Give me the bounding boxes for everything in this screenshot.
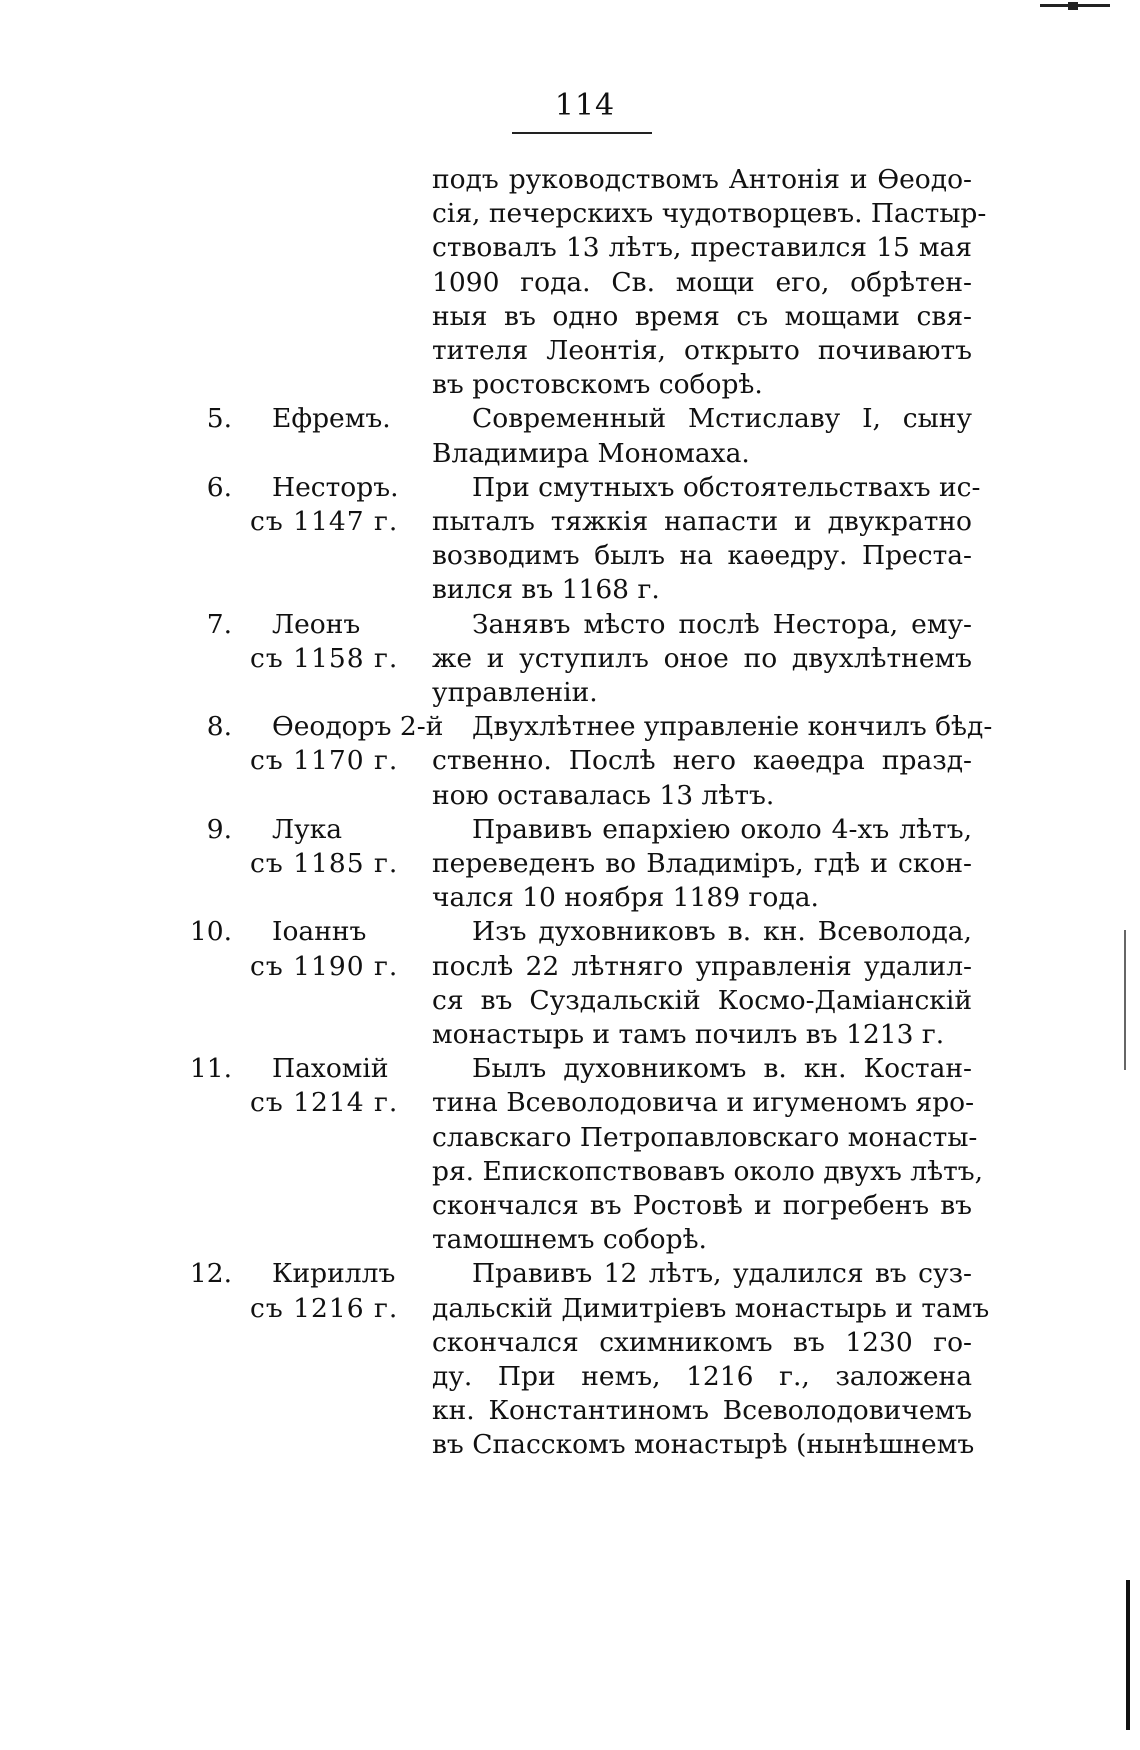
entry-number: 12. [189,1258,232,1290]
page-number: 114 [554,88,616,123]
text-line: тамошнемъ соборѣ. [432,1224,707,1256]
tenure-start: съ 1158 г. [250,642,399,674]
text-line: пыталъ тяжкія напасти и двукратно [432,506,972,537]
text-line: переведенъ во Владиміръ, гдѣ и скон- [432,848,972,879]
text-line: въ ростовскомъ соборѣ. [432,369,763,401]
entry-number: 10. [189,916,232,948]
bishop-name: Ефремъ. [272,403,391,435]
text-line: Современный Мстиславу I, сыну [472,403,972,435]
text-line: ду. При немъ, 1216 г., заложена [432,1361,972,1392]
text-line: кн. Константиномъ Всеволодовичемъ [432,1395,972,1427]
text-line: возводимъ былъ на каѳедру. Преста- [432,540,972,572]
text-line: монастырь и тамъ почилъ въ 1213 г. [432,1019,945,1050]
text-line: скончался въ Ростовѣ и погребенъ въ [432,1190,972,1221]
entry-number: 9. [206,813,232,845]
bishop-name: Кириллъ [272,1258,396,1290]
text-line: скончался схимникомъ въ 1230 го- [432,1326,972,1358]
tenure-start: съ 1216 г. [250,1292,399,1324]
text-line: ся въ Суздальскій Космо-Даміанскій [432,984,972,1016]
tenure-start: съ 1147 г. [250,506,399,537]
bishop-name: Лука [272,813,343,845]
bishop-name: Леонъ [272,608,361,640]
bishop-name: Несторъ. [272,471,399,503]
bishop-name: Іоаннъ [272,916,367,948]
tenure-start: съ 1190 г. [250,950,399,982]
text-line: послѣ 22 лѣтняго управленія удалил- [432,950,972,982]
text-line: 1090 года. Св. мощи его, обрѣтен- [432,266,972,298]
text-line: При смутныхъ обстоятельствахъ ис- [472,471,981,503]
text-line: тителя Леонтія, открыто почиваютъ [432,335,972,366]
tenure-start: съ 1185 г. [250,848,399,879]
entry-number: 7. [206,608,232,640]
tenure-start: съ 1170 г. [250,745,399,777]
text-line: Правивъ 12 лѣтъ, удалился въ суз- [472,1258,972,1290]
entry-number: 6. [206,471,232,503]
text-line: дальскій Димитріевъ монастырь и тамъ [432,1292,990,1324]
tenure-start: съ 1214 г. [250,1087,399,1119]
text-line: вился въ 1168 г. [432,574,660,606]
bishop-name: Пахомій [272,1053,389,1085]
entry-number: 8. [206,711,232,743]
text-line: управленіи. [432,677,598,708]
text-line: тина Всеволодовича и игуменомъ яро- [432,1087,975,1119]
text-line: Правивъ епархіею около 4-хъ лѣтъ, [472,813,972,845]
text-line: ствовалъ 13 лѣтъ, преставился 15 мая [432,232,972,264]
text-line: подъ руководствомъ Антонія и Ѳеодо- [432,164,972,195]
text-line: сія, печерскихъ чудотворцевъ. Пастыр- [432,198,987,230]
text-line: въ Спасскомъ монастырѣ (нынѣшнемъ [432,1429,975,1461]
entry-number: 11. [189,1053,232,1085]
text-line: ною оставалась 13 лѣтъ. [432,779,775,811]
entry-number: 5. [206,403,232,435]
text-line: славскаго Петропавловскаго монасты- [432,1121,978,1153]
text-line: Двухлѣтнее управленіе кончилъ бѣд- [472,711,993,743]
text-line: Владимира Мономаха. [432,437,750,469]
text-line: Былъ духовникомъ в. кн. Костан- [472,1053,972,1085]
bishop-name: Ѳеодоръ 2-й [272,711,444,743]
text-line: Изъ духовниковъ в. кн. Всеволода, [472,916,972,948]
text-line: ныя въ одно время съ мощами свя- [432,300,972,332]
text-line: же и уступилъ оное по двухлѣтнемъ [432,642,972,674]
text-line: чался 10 ноября 1189 года. [432,882,819,914]
text-line: ственно. Послѣ него каѳедра празд- [432,745,972,777]
text-line: ря. Епископствовавъ около двухъ лѣтъ, [432,1155,984,1187]
text-line: Занявъ мѣсто послѣ Нестора, ему- [472,608,972,640]
